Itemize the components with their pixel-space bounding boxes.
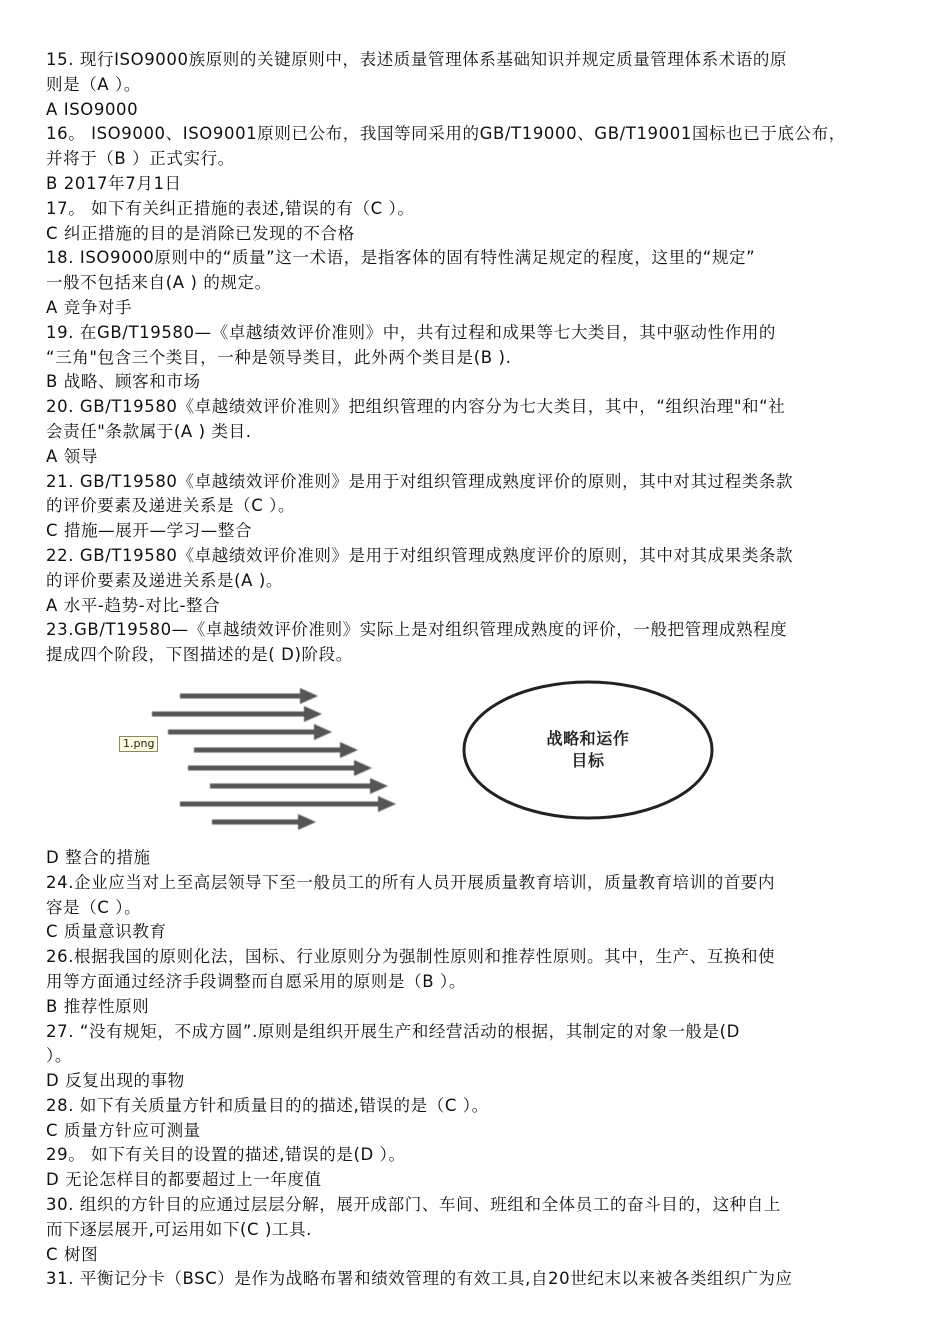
arrow-head-7 [378, 796, 396, 812]
question-27-line-2: ）。 [46, 1046, 72, 1066]
answer-16: B 2017年7月1日 [46, 173, 182, 193]
answer-28: C 质量方针应可测量 [46, 1120, 201, 1140]
ellipse-label-line-1: 战略和运作 [546, 728, 630, 748]
arrow-head-5 [354, 760, 372, 776]
question-21-line-1: 21. GB/T19580《卓越绩效评价准则》是用于对组织管理成熟度评价的原则，其中对其过程类条款 [46, 471, 794, 491]
answer-18: A 竞争对手 [46, 297, 133, 317]
arrow-head-3 [314, 724, 332, 740]
question-29: 29。 如下有关目的设置的描述,错误的是(D ）。 [46, 1145, 406, 1165]
document-page [46, 48, 908, 1292]
question-22-line-2: 的评价要素及递进关系是(A )。 [46, 570, 284, 590]
question-16-line-2: 并将于（B ）正式实行。 [46, 149, 235, 169]
question-24-line-1: 24.企业应当对上至高层领导下至一般员工的所有人员开展质量教育培训，质量教育培训的首要内 [46, 872, 776, 892]
question-18-line-2: 一般不包括来自(A ) 的规定。 [46, 273, 272, 293]
answer-17: C 纠正措施的目的是消除已发现的不合格 [46, 223, 355, 243]
answer-30: C 树图 [46, 1244, 99, 1264]
question-23-line-1: 23.GB/T19580—《卓越绩效评价准则》实际上是对组织管理成熟度的评价，一般把管理成熟程度 [46, 620, 788, 640]
answer-19: B 战略、顾客和市场 [46, 372, 201, 392]
arrow-head-2 [304, 706, 322, 722]
question-22-line-1: 22. GB/T19580《卓越绩效评价准则》是用于对组织管理成熟度评价的原则，其中对其成果类条款 [46, 545, 794, 565]
question-24-line-2: 容是（C ）。 [46, 897, 142, 917]
question-18-line-1: 18. ISO9000原则中的“质量”这一术语，是指客体的固有特性满足规定的程度，这里的“规定” [46, 248, 756, 268]
question-26-line-2: 用等方面通过经济手段调整而自愿采用的原则是（B ）。 [46, 971, 466, 991]
question-19-line-1: 19. 在GB/T19580—《卓越绩效评价准则》中，共有过程和成果等七大类目，其中驱动性作用的 [46, 322, 777, 342]
answer-15: A ISO9000 [46, 99, 139, 119]
question-27-line-1: 27. “没有规矩，不成方圆”.原则是组织开展生产和经营活动的根据，其制定的对象一般是(D [46, 1021, 740, 1041]
arrow-head-1 [300, 688, 318, 704]
answer-20: A 领导 [46, 446, 98, 466]
maturity-stage-figure [46, 670, 908, 846]
question-23-line-2: 提成四个阶段，下图描述的是( D)阶段。 [46, 645, 353, 665]
answer-23: D 整合的措施 [46, 847, 151, 867]
question-26-line-1: 26.根据我国的原则化法，国标、行业原则分为强制性原则和推荐性原则。其中，生产、互换和使 [46, 947, 776, 967]
question-15-line-2: 则是（A ）。 [46, 74, 141, 94]
question-28: 28. 如下有关质量方针和质量目的的描述,错误的是（C ）。 [46, 1095, 489, 1115]
answer-26: B 推荐性原则 [46, 996, 150, 1016]
question-21-line-2: 的评价要素及递进关系是（C ）。 [46, 496, 296, 516]
question-20-line-2: 会责任"条款属于(A ) 类目. [46, 421, 252, 441]
figure-drawing [102, 678, 752, 838]
answer-27: D 反复出现的事物 [46, 1071, 185, 1091]
question-17: 17。 如下有关纠正措施的表述,错误的有（C ）。 [46, 198, 415, 218]
question-30-line-1: 30. 组织的方针目的应通过层层分解，展开成部门、车间、班组和全体员工的奋斗目的，这种自上 [46, 1195, 781, 1215]
arrow-head-4 [340, 742, 358, 758]
answer-21: C 措施—展开—学习—整合 [46, 521, 253, 541]
question-30-line-2: 而下逐层展开,可运用如下(C )工具. [46, 1219, 313, 1239]
ellipse-label-line-2: 目标 [571, 750, 605, 770]
question-16-line-1: 16。 ISO9000、ISO9001原则已公布，我国等同采用的GB/T19000、GB/T19001国标也已于底公布， [46, 124, 846, 144]
question-31-line-1: 31. 平衡记分卡（BSC）是作为战略布署和绩效管理的有效工具,自20世纪末以来被各类组织广为应 [46, 1269, 793, 1289]
question-20-line-1: 20. GB/T19580《卓越绩效评价准则》把组织管理的内容分为七大类目，其中，“组织治理"和“社 [46, 397, 786, 417]
question-19-line-2: “三角"包含三个类目，一种是领导类目，此外两个类目是(B ). [46, 347, 512, 367]
target-ellipse [464, 682, 712, 818]
answer-24: C 质量意识教育 [46, 922, 167, 942]
arrow-head-6 [370, 778, 388, 794]
answer-29: D 无论怎样目的都要超过上一年度值 [46, 1170, 322, 1190]
answer-22: A 水平-趋势-对比-整合 [46, 595, 221, 615]
question-15-line-1: 15. 现行ISO9000族原则的关键原则中，表述质量管理体系基础知识并规定质量管理体系术语的原 [46, 50, 788, 69]
arrow-head-8 [298, 814, 316, 830]
image-filename-tag: 1.png [119, 736, 158, 752]
